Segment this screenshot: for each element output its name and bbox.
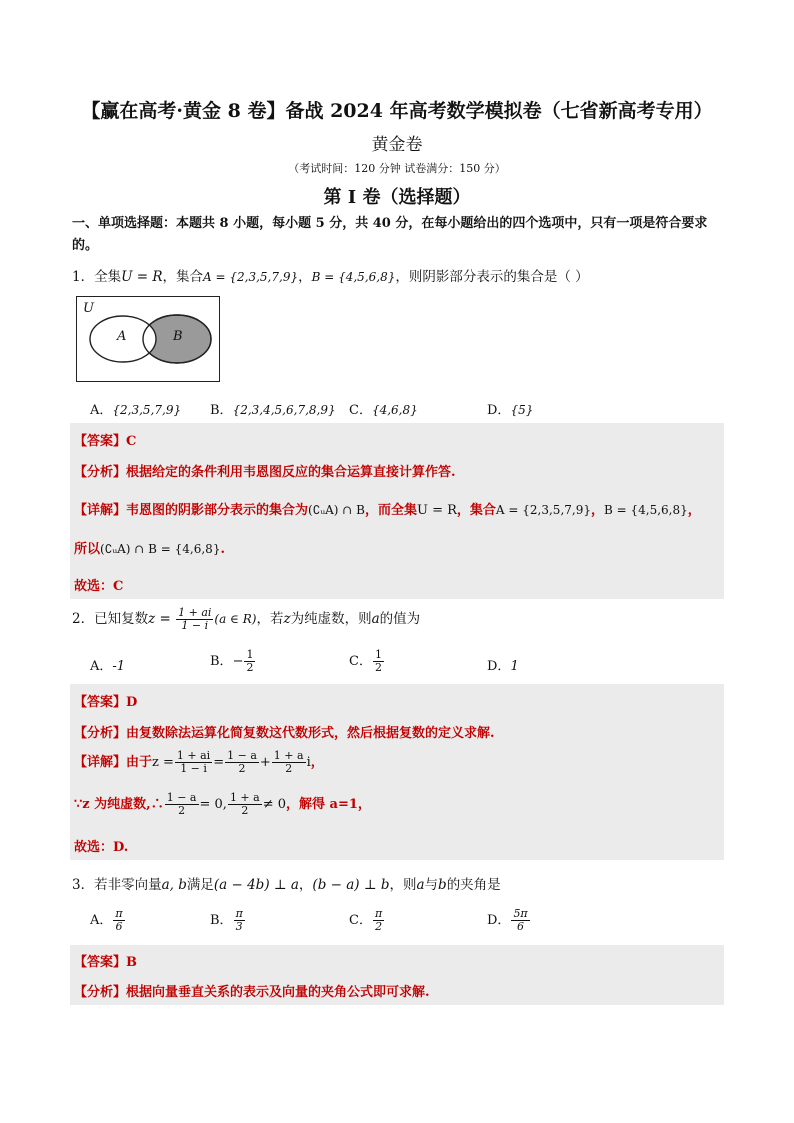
q3-option-c[interactable]: C． $\frac{\pi}{2}$ [349, 907, 383, 933]
q2-fraction: $\frac{1 + ai}{1 - i}$ [178, 606, 212, 632]
q1-detail-2: 所以(∁ᵤA) ∩ B = {4,6,8}. [74, 542, 225, 557]
q3-answer: 【答案】B [74, 955, 138, 970]
q2-since: ∵z 为纯虚数,∴ $\frac{1 - a}{2}$ = 0, $\frac{1 + a}{2}$ ≠ 0，解得 a=1， [74, 791, 371, 817]
q3-option-d[interactable]: D． $\frac{5\pi}{6}$ [487, 907, 528, 933]
q2-option-a[interactable]: A．-1 [90, 659, 126, 674]
venn-diagram [76, 296, 220, 382]
q2-detail: 【详解】由于z = $\frac{1 + ai}{1 - i}$ = $\frac{1 - a}{2}$ + $\frac{1 + a}{2}$ i， [74, 749, 324, 775]
q1-detail: 【详解】韦恩图的阴影部分表示的集合为(∁ᵤA) ∩ B，而全集U = R，集合A = {2,3,5,7,9}，B = {4,5,6,8}， [74, 503, 701, 518]
q2-choose: 故选：D. [74, 840, 129, 855]
q1-option-c[interactable]: C．{4,6,8} [349, 403, 418, 418]
q2-option-b[interactable]: B．− $\frac{1}{2}$ [210, 648, 254, 674]
question-3-stem: 3．若非零向量a, b满足(a − 4b) ⊥ a，(b − a) ⊥ b，则a与b的夹角是 [72, 877, 501, 893]
section-heading: 一、单项选择题：本题共 8 小题，每小题 5 分，共 40 分，在每小题给出的四个选项中，只有一项是符合要求的。 [72, 216, 708, 253]
q1-analysis: 【分析】根据给定的条件利用韦恩图反应的集合运算直接计算作答. [74, 465, 456, 480]
exam-subtitle: 黄金卷 [371, 135, 423, 155]
q1-answer-block [70, 423, 724, 599]
q1-answer: 【答案】C [74, 434, 137, 449]
q3-analysis: 【分析】根据向量垂直关系的表示及向量的夹角公式即可求解. [74, 985, 430, 1000]
q1-option-a[interactable]: A．{2,3,5,7,9} [90, 403, 182, 418]
q3-answer-block [70, 945, 724, 1005]
q1-choose: 故选：C [74, 579, 124, 594]
q3-option-a[interactable]: A． $\frac{\pi}{6}$ [90, 907, 123, 933]
q2-answer-block [70, 684, 724, 860]
venn-label-b: B [173, 329, 183, 344]
venn-label-a: A [117, 329, 127, 344]
q3-option-b[interactable]: B． $\frac{\pi}{3}$ [210, 907, 243, 933]
q1-option-d[interactable]: D．{5} [487, 403, 534, 418]
q1-option-b[interactable]: B．{2,3,4,5,6,7,8,9} [210, 403, 336, 418]
part-heading: 第 I 卷（选择题） [323, 187, 471, 208]
exam-title: 【赢在高考·黄金 8 卷】备战 2024 年高考数学模拟卷（七省新高考专用） [81, 100, 713, 122]
q2-option-d[interactable]: D．1 [487, 659, 519, 674]
exam-note: （考试时间：120 分钟 试卷满分：150 分） [288, 162, 506, 175]
q2-option-c[interactable]: C． $\frac{1}{2}$ [349, 648, 382, 674]
q2-answer: 【答案】D [74, 695, 138, 710]
question-1-stem: 1．全集U = R，集合A = {2,3,5,7,9}，B = {4,5,6,8}，则阴影部分表示的集合是（ ） [72, 269, 589, 285]
question-2-stem: 2．已知复数z = $\frac{1 + ai}{1 - i}$ (a ∈ R)，若z为纯虚数，则a的值为 [72, 606, 421, 632]
venn-svg [77, 297, 219, 381]
venn-label-u: U [83, 301, 94, 316]
q2-analysis: 【分析】由复数除法运算化简复数这代数形式，然后根据复数的定义求解. [74, 726, 495, 741]
